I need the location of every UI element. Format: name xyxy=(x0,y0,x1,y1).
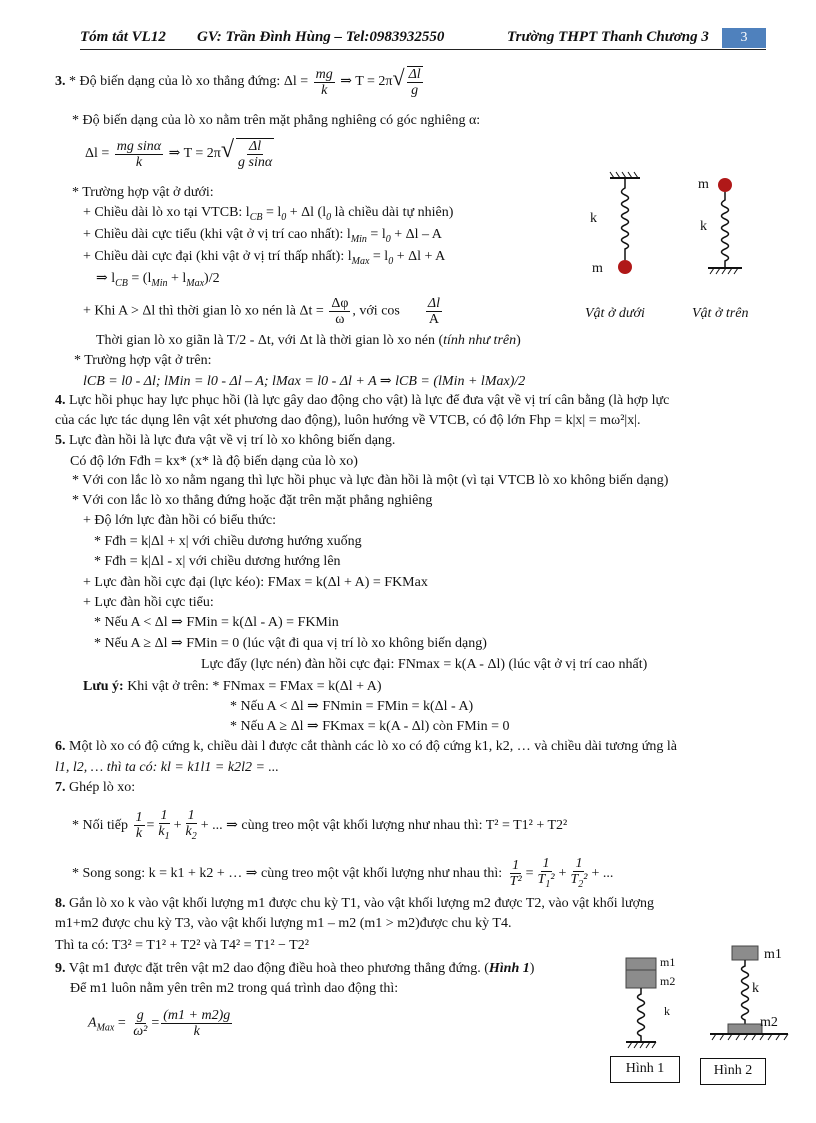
lcb-line: + Chiều dài lò xo tại VTCB: $l_{CB} = l_0 + \Delta l$ ($l_0$ là chiều dài tự nhiên) xyxy=(83,205,454,223)
fig1-label-m1: m1 xyxy=(660,955,676,969)
stretch-time-line: Thời gian lò xo giãn là T/2 - Δt, với Δt là thời gian lò xo nén (tính như trên) xyxy=(96,333,521,348)
section-5-line-8: + Lực đàn hồi cực đại (lực kéo): FMax = k(Δl + A) = FKMax xyxy=(83,575,428,590)
caption-above: Vật ở trên xyxy=(692,306,749,321)
standing-spring-figure xyxy=(708,178,742,274)
spring-figures-top xyxy=(580,168,780,318)
series-line: * Nối tiếp $\frac{1}{k}$ = $\frac{1}{k_1}$ + $\frac{1}{k_2}$ + ... ⇒ cùng treo một vật khối lượng như nhau thì: T² = T1² + T2² xyxy=(72,808,568,842)
header-teacher: GV: Trần Đình Hùng – Tel:0983932550 xyxy=(197,29,445,45)
figure-1-caption: Hình 1 xyxy=(610,1056,680,1083)
fig2-label-m1: m1 xyxy=(764,947,782,962)
lcb-avg-line: ⇒ $l_{CB} = (l_{Min} + l_{Max})/2$ xyxy=(96,271,220,289)
section-6-line-2: l1, l2, … thì ta có: kl = k1l1 = k2l2 = ... xyxy=(55,760,279,775)
lmin-line: + Chiều dài cực tiểu (khi vật ở vị trí cao nhất): $l_{Min} = l_0 + \Delta l - A$ xyxy=(83,227,442,245)
hanging-spring-figure xyxy=(610,172,640,274)
section-5-line-7: * Fđh = k|Δl - x| với chiều dương hướng lên xyxy=(94,554,341,569)
mass-ball-above xyxy=(718,178,732,192)
incline-title: * Độ biến dạng của lò xo nằm trên mặt phẳng nghiêng có góc nghiêng α: xyxy=(72,113,481,128)
section-8-line-1: 8. Gắn lò xo k vào vật khối lượng m1 được chu kỳ T1, vào vật khối lượng m2 được T2, vào vật khối lượng xyxy=(55,896,654,911)
section-5-line-10: * Nếu A < Δl ⇒ FMin = k(Δl - A) = FKMin xyxy=(94,615,339,630)
parallel-line: * Song song: k = k1 + k2 + … ⇒ cùng treo một vật khối lượng như nhau thì: $\frac{1}{\text{T²}}$ = $\frac{1}{T_1^2}$ + $\frac{1}{T_2^2}$ + ... xyxy=(72,856,614,890)
section-3-line-1: 3. * Độ biến dạng của lò xo thẳng đứng: Δl = $\frac{mg}{k}$ ⇒ T = 2π√ $\frac{\Delta l}{g}$ xyxy=(55,65,421,98)
fig2-label-m2: m2 xyxy=(760,1015,778,1030)
above-formula: lCB = l0 - Δl; lMin = l0 - Δl – A; lMax = l0 - Δl + A ⇒ lCB = (lMin + lMax)/2 xyxy=(83,374,526,389)
header-title: Tóm tắt VL12 xyxy=(80,29,166,45)
label-m-right: m xyxy=(698,177,709,192)
section-7-title: 7. Ghép lò xo: xyxy=(55,780,136,795)
section-5-line-2: Có độ lớn Fđh = kx* (x* là độ biến dạng của lò xo) xyxy=(70,454,358,469)
section-5-note-1: Lưu ý: Khi vật ở trên: * FNmax = FMax = k(Δl + A) xyxy=(83,679,382,694)
section-5-line-12: Lực đẩy (lực nén) đàn hồi cực đại: FNmax = k(A - Δl) (lúc vật ở vị trí cao nhất) xyxy=(201,657,648,672)
page-header xyxy=(80,28,766,50)
fig1-label-m2: m2 xyxy=(660,974,676,988)
section-4-line-1: 4. Lực hồi phục hay lực phục hồi (là lực gây dao động cho vật) là lực để đưa vật về vị trí cân bằng (là hợp lực xyxy=(55,393,670,408)
section-6-line-1: 6. Một lò xo có độ cứng k, chiều dài l được cắt thành các lò xo có độ cứng k1, k2, … và chiều dài tương ứng là xyxy=(55,739,677,754)
mass-ball-below xyxy=(618,260,632,274)
section-8-line-2: m1+m2 được chu kỳ T3, vào vật khối lượng m1 – m2 (m1 > m2)được chu kỳ T4. xyxy=(55,916,512,931)
section-5-line-6: * Fđh = k|Δl + x| với chiều dương hướng xuống xyxy=(94,534,362,549)
above-title: * Trường hợp vật ở trên: xyxy=(74,353,212,368)
label-k-right: k xyxy=(700,219,707,234)
section-5-line-9: + Lực đàn hồi cực tiểu: xyxy=(83,595,214,610)
incline-formula: Δl = $\frac{\text{mg sinα}}{k}$ ⇒ T = 2π√ $\frac{\Delta l}{\text{g sinα}}$ xyxy=(85,137,273,170)
section-5-line-3: * Với con lắc lò xo nằm ngang thì lực hồi phục và lực đàn hồi là một (vì tại VTCB lò xo không biến dạng) xyxy=(72,473,669,488)
below-title: * Trường hợp vật ở dưới: xyxy=(72,185,214,200)
caption-below: Vật ở dưới xyxy=(585,306,645,321)
section-5-line-1: 5. Lực đàn hồi là lực đưa vật về vị trí lò xo không biến dạng. xyxy=(55,433,396,448)
compress-time-line: + Khi A > Δl thì thời gian lò xo nén là Δt = $\frac{\Delta\varphi}{\omega}$ , với cos $\frac{\Delta l}{A}$ xyxy=(83,296,440,327)
section-9-formula: $A_{Max}$ = $\frac{g}{\text{ω²}}$ = $\frac{(m1 + m2)g}{k}$ xyxy=(88,1008,231,1039)
section-9-line-2: Để m1 luôn nằm yên trên m2 trong quá trình dao động thì: xyxy=(70,981,399,996)
section-9-line-1: 9. Vật m1 được đặt trên vật m2 dao động điều hoà theo phương thẳng đứng. (Hình 1) xyxy=(55,961,535,976)
fig2-label-k: k xyxy=(752,981,759,996)
section-5-line-11: * Nếu A ≥ Δl ⇒ FMin = 0 (lúc vật đi qua vị trí lò xo không biến dạng) xyxy=(94,636,487,651)
section-8-line-3: Thì ta có: T3² = T1² + T2² và T4² = T1² − T2² xyxy=(55,938,309,953)
section-5-line-5: + Độ lớn lực đàn hồi có biểu thức: xyxy=(83,513,276,528)
section-5-note-2: * Nếu A < Δl ⇒ FNmin = FMin = k(Δl - A) xyxy=(230,699,474,714)
section-5-line-4: * Với con lắc lò xo thẳng đứng hoặc đặt trên mặt phẳng nghiêng xyxy=(72,493,433,508)
lmax-line: + Chiều dài cực đại (khi vật ở vị trí thấp nhất): $l_{Max} = l_0 + \Delta l + A$ xyxy=(83,249,446,267)
header-school: Trường THPT Thanh Chương 3 xyxy=(507,29,709,45)
fig1-label-k: k xyxy=(664,1004,670,1018)
section-5-note-3: * Nếu A ≥ Δl ⇒ FKmax = k(A - Δl) còn FMin = 0 xyxy=(230,719,510,734)
figure-2-caption: Hình 2 xyxy=(700,1058,766,1085)
label-m-left: m xyxy=(592,261,603,276)
section-4-line-2: của các lực tác dụng lên vật xét phương dao động), luôn hướng về VTCB, có độ lớn Fhp = k|x| = mω²|x|. xyxy=(55,413,641,428)
label-k-left: k xyxy=(590,211,597,226)
page-number: 3 xyxy=(722,28,766,48)
figure-1-drawing xyxy=(626,958,656,1048)
